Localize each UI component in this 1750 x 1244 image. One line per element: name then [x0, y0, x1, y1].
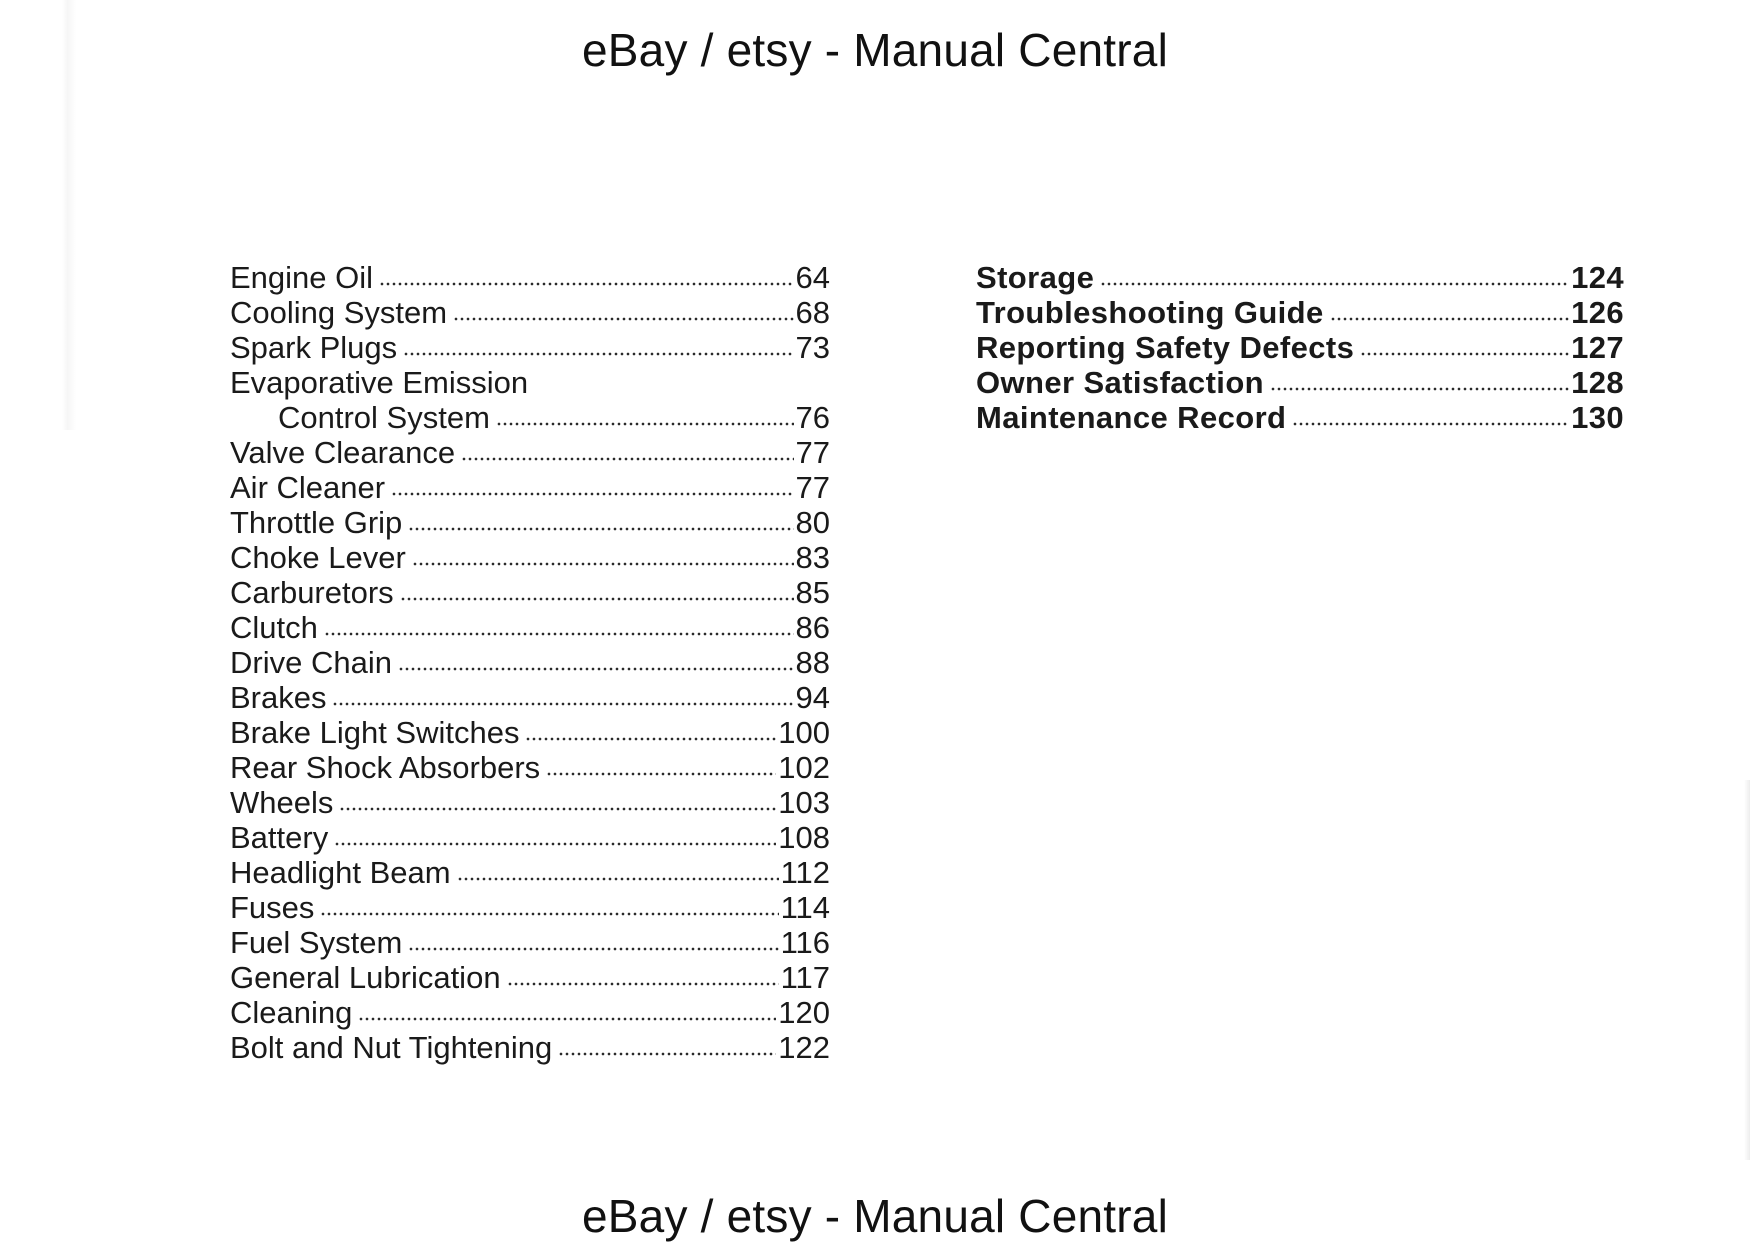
page-footer-watermark: eBay / etsy - Manual Central [582, 1190, 1168, 1242]
toc-entry-page: 83 [795, 540, 830, 575]
toc-dot-leader [379, 282, 793, 286]
toc-entry-page: 64 [795, 260, 830, 295]
toc-entry-title: Spark Plugs [230, 330, 398, 365]
toc-dot-leader [324, 632, 794, 636]
toc-entry[interactable] [230, 750, 830, 785]
toc-dot-leader [507, 982, 779, 986]
toc-entry-title: Engine Oil [230, 260, 374, 295]
toc-entry[interactable] [230, 610, 830, 645]
toc-entry[interactable] [230, 855, 830, 890]
toc-entry[interactable] [976, 400, 1624, 435]
toc-entry-title: Carburetors [230, 575, 394, 610]
toc-entry-page: 85 [795, 575, 830, 610]
toc-entry-page: 68 [795, 295, 830, 330]
toc-entry-title: Drive Chain [230, 645, 392, 680]
toc-entry[interactable] [976, 365, 1624, 400]
toc-dot-leader [339, 807, 776, 811]
toc-dot-leader [1292, 422, 1569, 426]
toc-entry-title: Owner Satisfaction [976, 365, 1264, 400]
toc-entry[interactable] [976, 260, 1624, 295]
toc-dot-leader [496, 422, 794, 426]
toc-entry-title: Maintenance Record [976, 400, 1287, 435]
toc-entry-page: 102 [778, 750, 830, 785]
toc-entry-title: General Lubrication [230, 960, 501, 995]
toc-entry[interactable] [230, 295, 830, 330]
toc-entry-title: Battery [230, 820, 329, 855]
toc-dot-leader [398, 667, 794, 671]
toc-entry-page: 114 [780, 890, 830, 925]
toc-entry[interactable] [230, 575, 830, 610]
toc-entry-page: 100 [778, 715, 830, 750]
toc-dot-leader [400, 597, 794, 601]
toc-entry-page: 103 [778, 785, 830, 820]
toc-entry-title: Fuel System [230, 925, 403, 960]
toc-entry[interactable] [230, 715, 830, 750]
toc-entry-title: Bolt and Nut Tightening [230, 1030, 553, 1065]
toc-dot-leader [453, 317, 793, 321]
toc-entry[interactable] [230, 260, 830, 295]
page-header-watermark: eBay / etsy - Manual Central [582, 24, 1168, 76]
toc-entry-title: Wheels [230, 785, 334, 820]
toc-entry-page: 130 [1571, 400, 1624, 435]
page-edge-shadow-right [1744, 780, 1750, 1160]
toc-entry-page: 80 [795, 505, 830, 540]
toc-dot-leader [408, 527, 793, 531]
toc-entry[interactable] [230, 960, 830, 995]
toc-entry-title: Rear Shock Absorbers [230, 750, 541, 785]
toc-dot-leader [1360, 352, 1569, 356]
toc-dot-leader [408, 947, 778, 951]
toc-entry[interactable] [230, 890, 830, 925]
toc-dot-leader [461, 457, 793, 461]
toc-right-column [976, 260, 1624, 435]
toc-entry-page: 128 [1571, 365, 1624, 400]
toc-entry-title: Throttle Grip [230, 505, 403, 540]
toc-dot-leader [558, 1052, 776, 1056]
toc-entry[interactable] [230, 680, 830, 715]
toc-entry-title: Cleaning [230, 995, 353, 1030]
toc-entry-page: 112 [780, 855, 830, 890]
toc-entry-title: Fuses [230, 890, 315, 925]
toc-entry-title: Choke Lever [230, 540, 406, 575]
toc-entry-title: Reporting Safety Defects [976, 330, 1355, 365]
toc-entry-page: 76 [795, 400, 830, 435]
toc-entry-page: 120 [778, 995, 830, 1030]
toc-entry[interactable] [230, 435, 830, 470]
toc-entry-page: 77 [795, 470, 830, 505]
toc-entry-page: 77 [795, 435, 830, 470]
toc-dot-leader [334, 842, 776, 846]
toc-entry-title: Valve Clearance [230, 435, 456, 470]
toc-dot-leader [403, 352, 793, 356]
toc-entry-title: Brakes [230, 680, 327, 715]
toc-entry-heading [230, 365, 830, 400]
toc-entry-page: 126 [1571, 295, 1624, 330]
toc-entry-page: 117 [780, 960, 830, 995]
toc-entry-title: Headlight Beam [230, 855, 451, 890]
toc-entry[interactable] [976, 295, 1624, 330]
toc-entry[interactable] [976, 330, 1624, 365]
toc-entry-title: Cooling System [230, 295, 448, 330]
toc-dot-leader [546, 772, 776, 776]
toc-dot-leader [1270, 387, 1569, 391]
toc-dot-leader [457, 877, 779, 881]
toc-entry-page: 73 [795, 330, 830, 365]
toc-left-column [230, 260, 830, 1065]
toc-entry[interactable] [230, 820, 830, 855]
toc-entry[interactable] [230, 505, 830, 540]
toc-entry-title: Troubleshooting Guide [976, 295, 1324, 330]
toc-entry-page: 94 [795, 680, 830, 715]
toc-entry[interactable] [230, 330, 830, 365]
toc-entry-page: 127 [1571, 330, 1624, 365]
toc-entry-title: Storage [976, 260, 1095, 295]
toc-entry[interactable] [230, 995, 830, 1030]
toc-entry[interactable] [230, 785, 830, 820]
toc-entry-title: Brake Light Switches [230, 715, 520, 750]
toc-entry-page: 122 [778, 1030, 830, 1065]
toc-entry-page: 108 [778, 820, 830, 855]
toc-entry-title: Air Cleaner [230, 470, 386, 505]
toc-entry-page: 116 [780, 925, 830, 960]
toc-dot-leader [358, 1017, 776, 1021]
toc-dot-leader [525, 737, 776, 741]
toc-entry-title: Evaporative Emission [230, 365, 529, 400]
toc-entry[interactable] [230, 645, 830, 680]
toc-entry[interactable] [230, 540, 830, 575]
toc-entry-title: Control System [278, 400, 490, 435]
toc-entry-page: 86 [795, 610, 830, 645]
toc-dot-leader [391, 492, 793, 496]
toc-entry-page: 124 [1571, 260, 1624, 295]
toc-entry[interactable] [230, 1030, 830, 1065]
toc-dot-leader [1100, 282, 1569, 286]
toc-dot-leader [332, 702, 793, 706]
toc-dot-leader [1330, 317, 1569, 321]
toc-dot-leader [412, 562, 794, 566]
toc-entry[interactable] [230, 470, 830, 505]
toc-entry[interactable] [230, 400, 830, 435]
toc-entry[interactable] [230, 925, 830, 960]
toc-dot-leader [320, 912, 778, 916]
toc-entry-page: 88 [795, 645, 830, 680]
toc-entry-title: Clutch [230, 610, 318, 645]
